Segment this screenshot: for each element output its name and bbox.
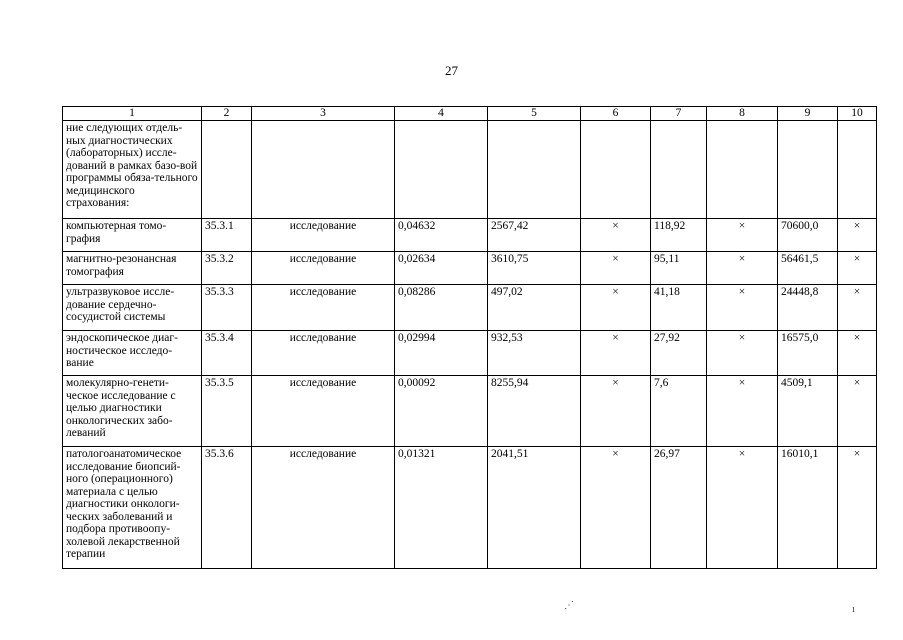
scan-speck: ı	[852, 604, 855, 615]
value-col5: 8255,94	[488, 376, 581, 447]
tariff-table	[62, 106, 877, 569]
header-cell: 8	[707, 107, 778, 121]
value-col4: 0,04632	[395, 219, 488, 252]
value-col4: 0,08286	[395, 285, 488, 331]
table-row	[63, 252, 877, 285]
intro-text: ние следующих отдель-ных диагностических (лабораторных) иссле-дований в рамках базо-вой программы обяза-тельного медицинского страхования:	[63, 121, 202, 219]
header-cell: 5	[488, 107, 581, 121]
value-col9: 70600,0	[778, 219, 838, 252]
unit: исследование	[252, 219, 395, 252]
empty-cell	[395, 121, 488, 219]
value-col7: 41,18	[651, 285, 707, 331]
service-name: ультразвуковое иссле-дование сердечно-сосудистой системы	[63, 285, 202, 331]
unit: исследование	[252, 376, 395, 447]
value-col9: 16575,0	[778, 331, 838, 376]
service-code: 35.3.3	[202, 285, 252, 331]
cross-mark: ×	[581, 331, 651, 376]
empty-cell	[202, 121, 252, 219]
unit: исследование	[252, 331, 395, 376]
table-row	[63, 447, 877, 569]
value-col9: 24448,8	[778, 285, 838, 331]
service-code: 35.3.2	[202, 252, 252, 285]
intro-row	[63, 121, 877, 219]
cross-mark: ×	[838, 331, 877, 376]
value-col4: 0,00092	[395, 376, 488, 447]
service-name: патологоанатомическое исследование биопсий-ного (операционного) материала с целью диагностики онкологи-ческих заболеваний и подбора противоопу-холевой лекарственной терапии	[63, 447, 202, 569]
value-col5: 2041,51	[488, 447, 581, 569]
empty-cell	[488, 121, 581, 219]
header-row	[63, 107, 877, 121]
value-col7: 7,6	[651, 376, 707, 447]
cross-mark: ×	[838, 285, 877, 331]
cross-mark: ×	[581, 376, 651, 447]
cross-mark: ×	[838, 219, 877, 252]
empty-cell	[581, 121, 651, 219]
scan-speck: ⋰	[564, 600, 574, 611]
header-cell: 6	[581, 107, 651, 121]
table-row	[63, 376, 877, 447]
cross-mark: ×	[707, 447, 778, 569]
empty-cell	[838, 121, 877, 219]
service-code: 35.3.6	[202, 447, 252, 569]
value-col4: 0,02994	[395, 331, 488, 376]
value-col5: 497,02	[488, 285, 581, 331]
value-col9: 4509,1	[778, 376, 838, 447]
header-cell: 2	[202, 107, 252, 121]
cross-mark: ×	[581, 252, 651, 285]
header-cell: 9	[778, 107, 838, 121]
service-name: молекулярно-генети-ческое исследование с целью диагностики онкологических забо-леваний	[63, 376, 202, 447]
value-col7: 26,97	[651, 447, 707, 569]
cross-mark: ×	[707, 376, 778, 447]
empty-cell	[651, 121, 707, 219]
cross-mark: ×	[707, 252, 778, 285]
value-col7: 27,92	[651, 331, 707, 376]
header-cell: 10	[838, 107, 877, 121]
service-name: компьютерная томо-графия	[63, 219, 202, 252]
value-col4: 0,01321	[395, 447, 488, 569]
cross-mark: ×	[838, 252, 877, 285]
cross-mark: ×	[838, 376, 877, 447]
cross-mark: ×	[707, 285, 778, 331]
empty-cell	[707, 121, 778, 219]
value-col5: 3610,75	[488, 252, 581, 285]
empty-cell	[778, 121, 838, 219]
service-code: 35.3.4	[202, 331, 252, 376]
value-col7: 95,11	[651, 252, 707, 285]
cross-mark: ×	[707, 331, 778, 376]
cross-mark: ×	[581, 447, 651, 569]
service-code: 35.3.1	[202, 219, 252, 252]
value-col9: 16010,1	[778, 447, 838, 569]
unit: исследование	[252, 285, 395, 331]
value-col7: 118,92	[651, 219, 707, 252]
value-col5: 932,53	[488, 331, 581, 376]
header-cell: 7	[651, 107, 707, 121]
value-col9: 56461,5	[778, 252, 838, 285]
cross-mark: ×	[581, 219, 651, 252]
table-row	[63, 331, 877, 376]
table-row	[63, 285, 877, 331]
header-cell: 1	[63, 107, 202, 121]
cross-mark: ×	[707, 219, 778, 252]
table-row	[63, 219, 877, 252]
empty-cell	[252, 121, 395, 219]
unit: исследование	[252, 252, 395, 285]
service-name: эндоскопическое диаг-ностическое исследо-вание	[63, 331, 202, 376]
value-col5: 2567,42	[488, 219, 581, 252]
service-code: 35.3.5	[202, 376, 252, 447]
service-name: магнитно-резонансная томография	[63, 252, 202, 285]
header-cell: 3	[252, 107, 395, 121]
cross-mark: ×	[581, 285, 651, 331]
value-col4: 0,02634	[395, 252, 488, 285]
unit: исследование	[252, 447, 395, 569]
cross-mark: ×	[838, 447, 877, 569]
page-number: 27	[445, 63, 458, 78]
header-cell: 4	[395, 107, 488, 121]
